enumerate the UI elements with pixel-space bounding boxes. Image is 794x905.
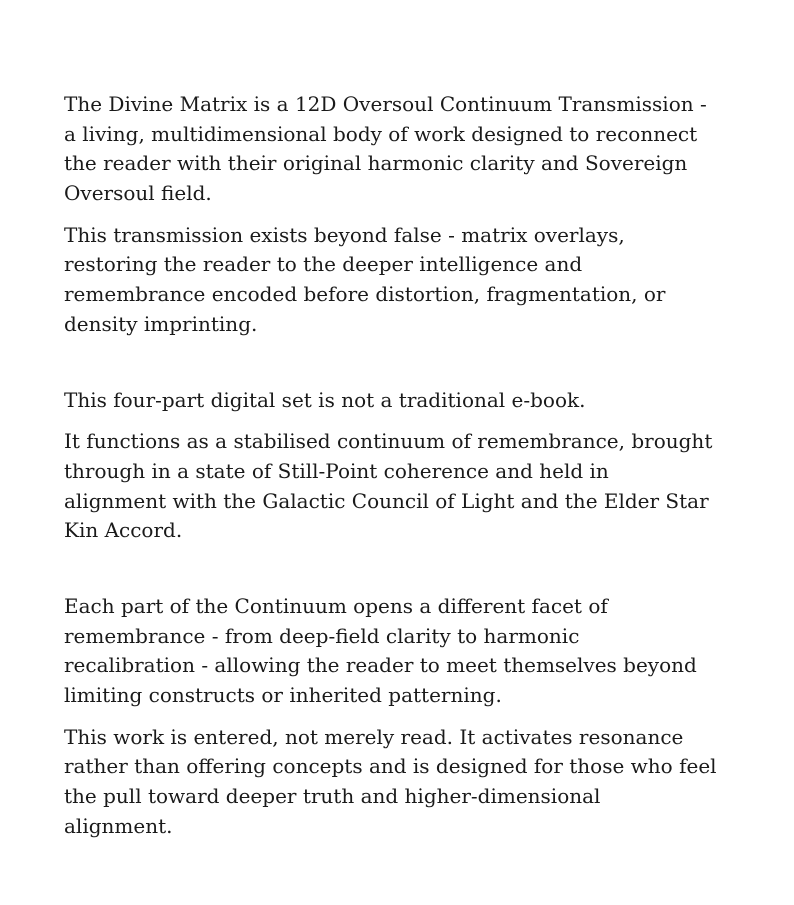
paragraph-four-part-set: [64, 386, 724, 416]
text-line: This work is entered, not merely read. It activates resonance: [64, 724, 684, 749]
text-line: alignment.: [64, 813, 173, 838]
paragraph-transmission: [64, 221, 724, 340]
text-line: remembrance - from deep-field clarity to harmonic: [64, 623, 580, 648]
text-line: remembrance encoded before distortion, fragmentation, or: [64, 282, 666, 307]
text-line: rather than offering concepts and is designed for those who feel: [64, 754, 717, 779]
text-line: alignment with the Galactic Council of Light and the Elder Star: [64, 488, 709, 513]
text-line: This transmission exists beyond false - matrix overlays,: [64, 222, 625, 247]
text-line: Oversoul field.: [64, 181, 212, 206]
section-spacer: [64, 340, 724, 386]
document-body: [64, 90, 724, 841]
paragraph-intro: [64, 90, 724, 209]
paragraph-facets: [64, 592, 724, 711]
text-line: The Divine Matrix is a 12D Oversoul Continuum Transmission -: [64, 92, 707, 116]
paragraph-spacer: [64, 711, 724, 723]
text-line: Each part of the Continuum opens a different facet of: [64, 593, 608, 618]
text-line: It functions as a stabilised continuum of remembrance, brought: [64, 429, 713, 454]
paragraph-spacer: [64, 415, 724, 427]
paragraph-continuum: [64, 427, 724, 546]
text-line: a living, multidimensional body of work designed to reconnect: [64, 121, 698, 146]
text-line: restoring the reader to the deeper intelligence and: [64, 252, 583, 277]
text-line: recalibration - allowing the reader to meet themselves beyond: [64, 653, 697, 678]
text-line: the pull toward deeper truth and higher-dimensional: [64, 784, 601, 809]
text-line: limiting constructs or inherited patterning.: [64, 683, 502, 707]
text-line: the reader with their original harmonic clarity and Sovereign: [64, 151, 688, 176]
text-line: Kin Accord.: [64, 518, 183, 543]
text-line: density imprinting.: [64, 311, 258, 336]
text-line: This four-part digital set is not a traditional e-book.: [64, 387, 586, 412]
text-line: through in a state of Still-Point coherence and held in: [64, 458, 609, 483]
section-spacer: [64, 546, 724, 592]
paragraph-entered: [64, 723, 724, 842]
paragraph-spacer: [64, 209, 724, 221]
